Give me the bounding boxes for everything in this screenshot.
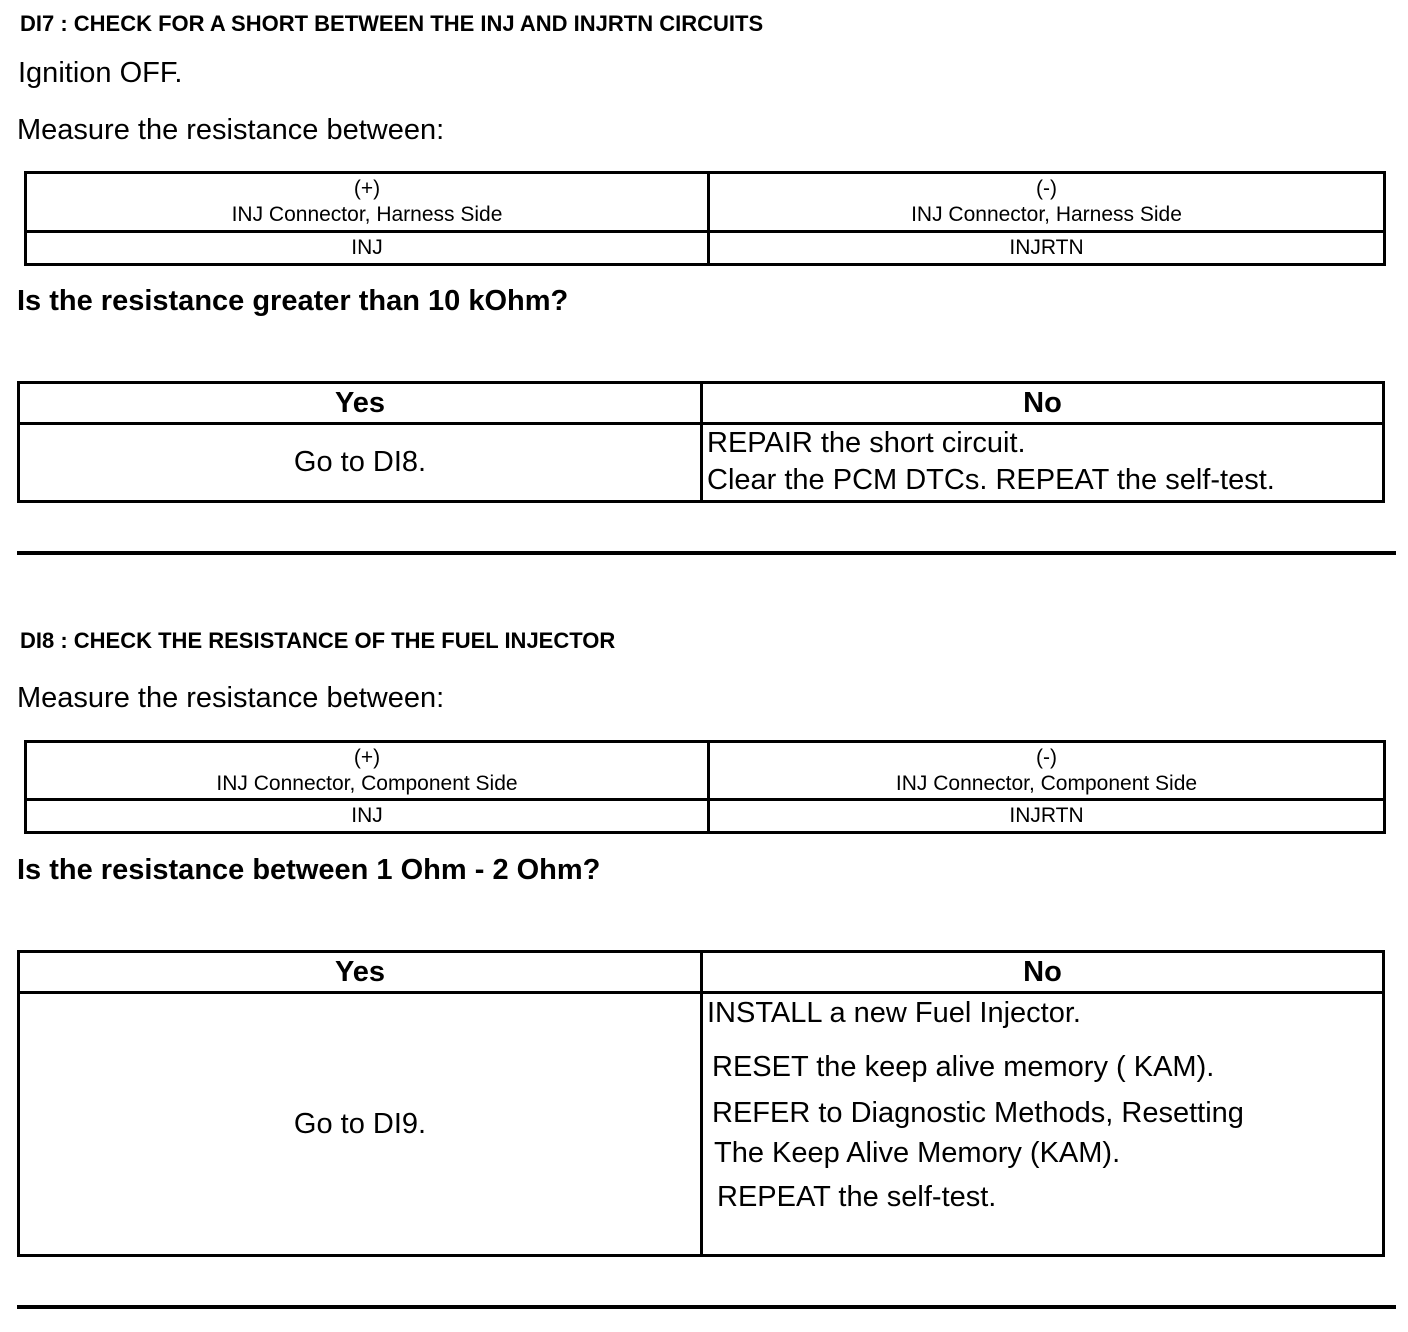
section-divider: [17, 551, 1396, 555]
neg-pin: INJRTN: [709, 800, 1385, 833]
di7-step-ignition: Ignition OFF.: [18, 57, 183, 89]
di8-title: DI8 : CHECK THE RESISTANCE OF THE FUEL INJECTOR: [20, 628, 616, 653]
no-action: INSTALL a new Fuel Injector. RESET the keep alive memory ( KAM). REFER to Diagnostic Methods, Resetting The Keep Alive Memory (KAM). REPEAT the self-test.: [702, 993, 1384, 1256]
yes-action: Go to DI9.: [19, 993, 702, 1256]
di7-answer-table: [17, 381, 1385, 503]
di7-title: DI7 : CHECK FOR A SHORT BETWEEN THE INJ AND INJRTN CIRCUITS: [20, 11, 764, 36]
section-divider: [17, 1305, 1396, 1309]
neg-terminal-header: (-) INJ Connector, Component Side: [709, 742, 1385, 800]
no-action: REPAIR the short circuit. Clear the PCM DTCs. REPEAT the self-test.: [702, 424, 1384, 502]
pos-terminal-header: (+) INJ Connector, Harness Side: [26, 173, 709, 232]
no-header: No: [702, 383, 1384, 424]
di7-step-measure: Measure the resistance between:: [17, 114, 445, 146]
neg-pin: INJRTN: [709, 232, 1385, 265]
yes-header: Yes: [19, 952, 702, 993]
di7-measure-table: [24, 171, 1386, 266]
di8-answer-table: [17, 950, 1385, 1257]
yes-action: Go to DI8.: [19, 424, 702, 502]
di7-question: Is the resistance greater than 10 kOhm?: [17, 285, 569, 317]
di8-question: Is the resistance between 1 Ohm - 2 Ohm?: [17, 854, 601, 886]
di8-measure-table: [24, 740, 1386, 834]
pos-terminal-header: (+) INJ Connector, Component Side: [26, 742, 709, 800]
yes-header: Yes: [19, 383, 702, 424]
no-header: No: [702, 952, 1384, 993]
neg-terminal-header: (-) INJ Connector, Harness Side: [709, 173, 1385, 232]
pos-pin: INJ: [26, 800, 709, 833]
pos-pin: INJ: [26, 232, 709, 265]
di8-step-measure: Measure the resistance between:: [17, 682, 445, 714]
